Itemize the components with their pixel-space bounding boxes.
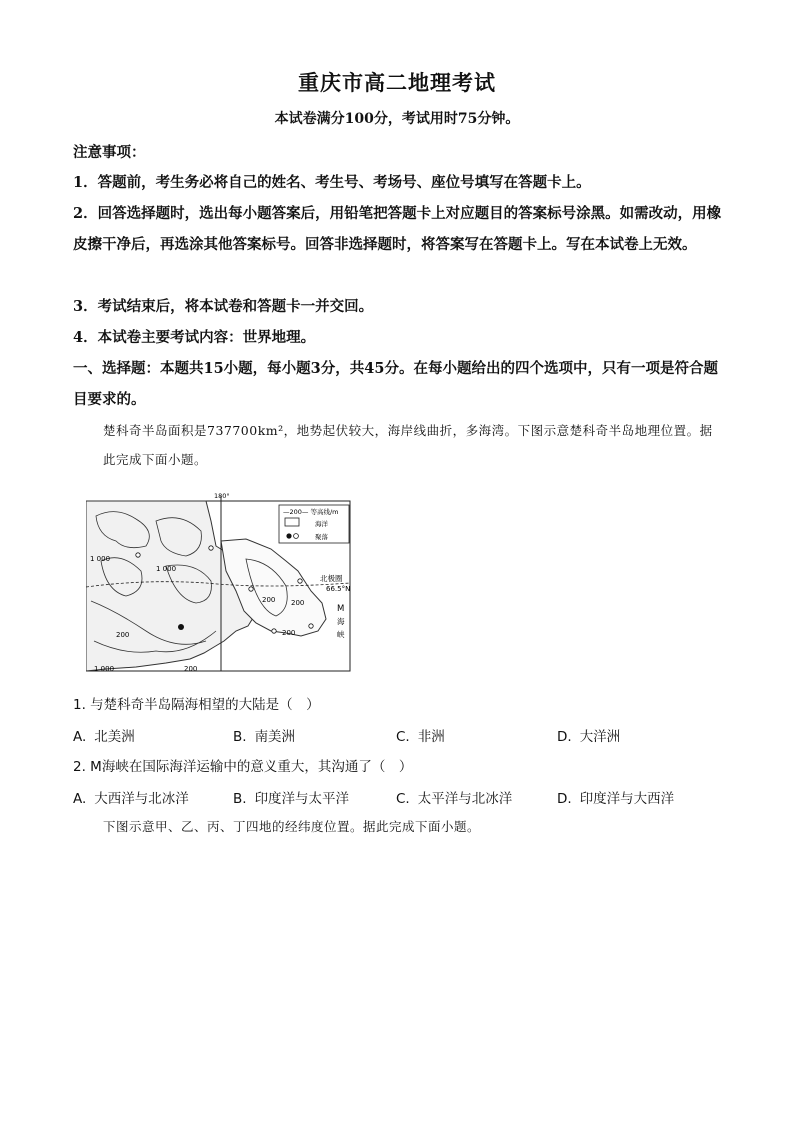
passage-intro: 楚科奇半岛面积是737700km²，地势起伏较大，海岸线曲折，多海湾。下图示意楚科奇半岛地理位置。据此完成下面小题。 (103, 423, 713, 467)
settlement-circle (298, 579, 302, 583)
contour-label: 200 (116, 631, 130, 639)
notice-item-1: 1．答题前，考生务必将自己的姓名、考生号、考场号、座位号填写在答题卡上。 (73, 174, 591, 191)
legend-settlement-circle (294, 534, 299, 539)
question-1-option-b[interactable]: B. 南美洲 (233, 729, 296, 745)
settlement-dot (178, 624, 184, 630)
question-1-option-c[interactable]: C. 非洲 (396, 729, 445, 745)
settlement-circle (249, 587, 253, 591)
question-2-option-b[interactable]: B. 印度洋与太平洋 (233, 791, 350, 807)
chukotka-map (86, 491, 356, 676)
meridian-label: 180° (214, 492, 230, 500)
legend-ocean-swatch (285, 518, 299, 526)
exam-title: 重庆市高二地理考试 (298, 71, 496, 95)
contour-label: 1 000 (156, 565, 177, 573)
contour-label: 200 (184, 665, 198, 673)
notice-item-2: 2．回答选择题时，选出每小题答案后，用铅笔把答题卡上对应题目的答案标号涂黑。如需改动，用橡皮擦干净后，再选涂其他答案标号。回答非选择题时，将答案写在答题卡上。写在本试卷上无效。 (73, 205, 722, 253)
contour-label: 200 (282, 629, 296, 637)
arctic-circle-lat: 66.5°N (326, 585, 351, 593)
strait-char-1: 海 (337, 617, 345, 626)
question-1-option-a[interactable]: A. 北美洲 (73, 729, 135, 745)
settlement-circle (209, 546, 213, 550)
contour-label: 1 000 (94, 665, 115, 673)
question-1-stem: 1. 与楚科奇半岛隔海相望的大陆是（ ） (73, 697, 320, 713)
settlement-circle (309, 624, 313, 628)
exam-subtitle: 本试卷满分100分，考试用时75分钟。 (274, 111, 520, 127)
question-2-option-d[interactable]: D. 印度洋与大西洋 (557, 791, 675, 807)
legend-settlement-dot (286, 533, 291, 538)
arctic-circle-label: 北极圈 (320, 574, 343, 583)
legend-ocean-text: 海洋 (315, 520, 328, 528)
contour-label: 200 (291, 599, 305, 607)
legend-settlement-text: 聚落 (315, 533, 328, 541)
notice-item-3: 3．考试结束后，将本试卷和答题卡一并交回。 (73, 298, 374, 315)
notice-item-4: 4．本试卷主要考试内容：世界地理。 (73, 329, 316, 346)
question-2-option-a[interactable]: A. 大西洋与北冰洋 (73, 791, 189, 807)
question-2-stem: 2. M海峡在国际海洋运输中的意义重大，其沟通了（ ） (73, 759, 413, 775)
strait-letter: M (337, 604, 345, 614)
question-1-option-d[interactable]: D. 大洋洲 (557, 729, 621, 745)
strait-char-2: 峡 (337, 630, 345, 639)
notice-heading: 注意事项： (73, 144, 146, 161)
section-heading: 一、选择题：本题共15小题，每小题3分，共45分。在每小题给出的四个选项中，只有一项是符合题目要求的。 (73, 360, 718, 408)
contour-label: 1 000 (90, 555, 111, 563)
contour-label: 200 (262, 596, 276, 604)
question-2-option-c[interactable]: C. 太平洋与北冰洋 (396, 791, 513, 807)
passage-intro-2: 下图示意甲、乙、丙、丁四地的经纬度位置。据此完成下面小题。 (103, 819, 481, 834)
settlement-circle (272, 629, 276, 633)
legend-contour-text: —200— 等高线/m (283, 508, 339, 516)
settlement-circle (136, 553, 140, 557)
